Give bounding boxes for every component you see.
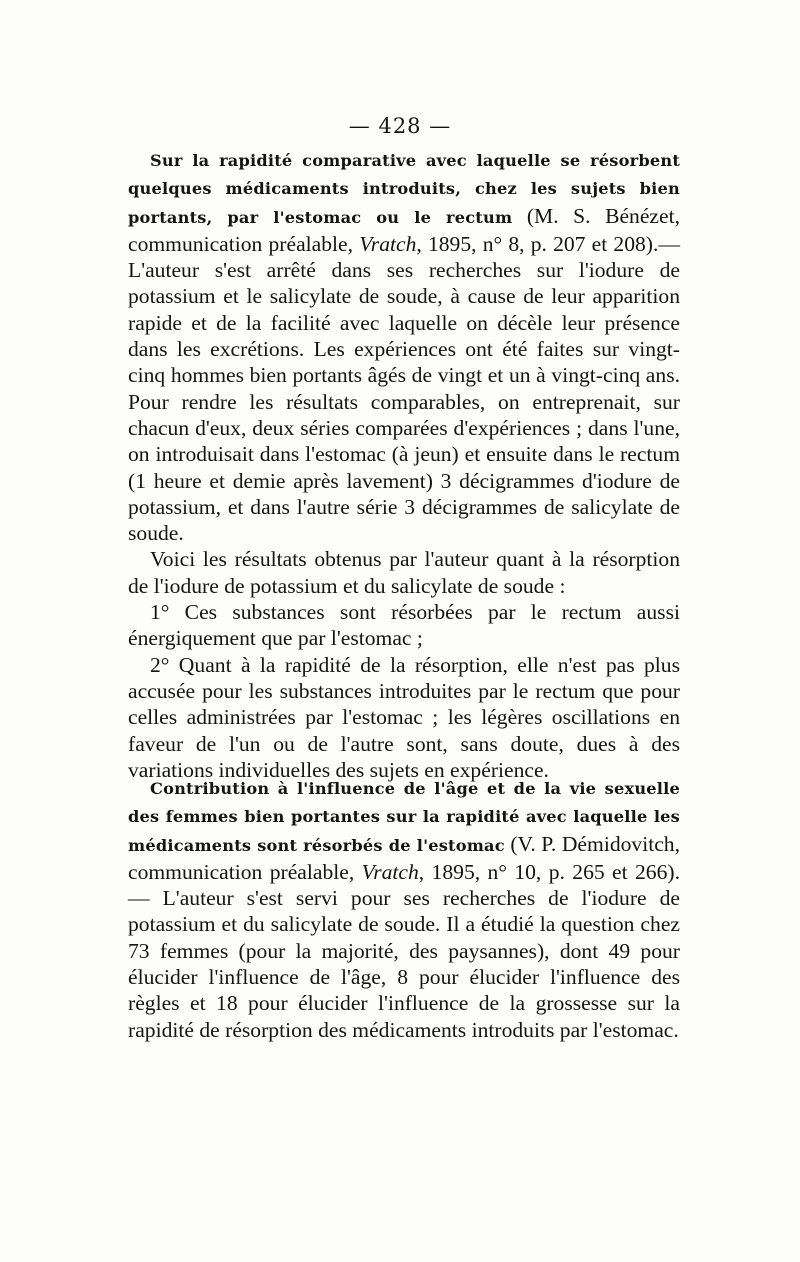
article-benezet bbox=[128, 146, 680, 783]
article-demidovitch-citation-author: (V. P. Démidovitch, communication préalable, bbox=[128, 831, 680, 884]
article-benezet-title: Sur la rapidité comparative avec laquelle se résorbent quelques médicaments introduits, chez les sujets bien portants, par l'estomac ou le rectum bbox=[128, 151, 680, 227]
article-benezet-citation-details: , 1895, n° 8, p. 207 et 208).— bbox=[416, 231, 680, 256]
article-benezet-intro-paragraph bbox=[128, 146, 680, 546]
article-demidovitch bbox=[128, 774, 680, 1043]
article-benezet-citation-journal: Vratch bbox=[359, 231, 417, 256]
article-benezet-body-intro: L'auteur s'est arrêté dans ses recherches sur l'iodure de potassium et le salicylate de soude, à cause de leur apparition rapide et de la facilité avec laquelle on décèle leur présence dans les excrétions. Les expériences ont été faites sur vingt-cinq hommes bien portants âgés de vingt et un à vingt-cinq ans. Pour rendre les résultats comparables, on entreprenait, sur chacun d'eux, deux séries comparées d'expériences ; dans l'une, on introduisait dans l'estomac (à jeun) et ensuite dans le rectum (1 heure et demie après lavement) 3 décigrammes d'iodure de potassium, et dans l'autre série 3 décigrammes de salicylate de soude. bbox=[128, 258, 680, 546]
article-demidovitch-citation-journal: Vratch bbox=[361, 859, 419, 884]
article-demidovitch-paragraph bbox=[128, 774, 680, 1043]
article-benezet-results-intro: Voici les résultats obtenus par l'auteur quant à la résorption de l'iodure de potassium et du salicylate de soude : bbox=[128, 547, 680, 598]
page-number: — 428 — bbox=[348, 114, 452, 138]
article-benezet-result-1: 1° Ces substances sont résorbées par le rectum aussi énergiquement que par l'estomac ; bbox=[128, 600, 680, 651]
article-demidovitch-citation-details: , 1895, n° 10, p. 265 et 266). — bbox=[128, 859, 680, 911]
article-demidovitch-body: L'auteur s'est servi pour ses recherches de l'iodure de potassium et du salicylate de soude. Il a étudié la question chez 73 femmes (pour la majorité, des paysannes), dont 49 pour élucider l'influence de l'âge, 8 pour élucider l'influence des règles et 18 pour élucider l'influence de la grossesse sur la rapidité de résorption des médicaments introduits par l'estomac. bbox=[128, 886, 680, 1042]
article-benezet-result-2: 2° Quant à la rapidité de la résorption, elle n'est pas plus accusée pour les substances introduites par le rectum que pour celles administrées par l'estomac ; les légères oscillations en faveur de l'un ou de l'autre sont, sans doute, dues à des variations individuelles des sujets en expérience. bbox=[128, 652, 680, 782]
article-benezet-citation-author: (M. S. Bénézet, communication préalable, bbox=[128, 203, 680, 256]
article-demidovitch-title: Contribution à l'influence de l'âge et de la vie sexuelle des femmes bien portantes sur la rapidité avec laquelle les médicaments sont résorbés de l'estomac bbox=[128, 779, 680, 855]
